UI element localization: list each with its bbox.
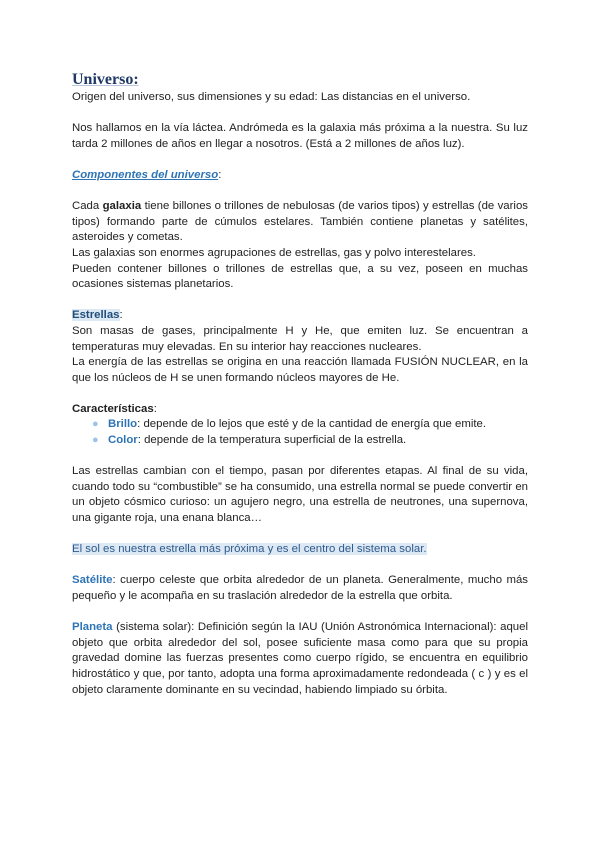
- page-title: Universo:: [72, 71, 139, 88]
- galaxia-term: galaxia: [102, 200, 142, 213]
- planeta-paragraph: [72, 620, 528, 698]
- evolution-paragraph: Las estrellas cambian con el tiempo, pasan por diferentes etapas. Al final de su vida, cuando todo su “combustible” se ha consumido, una estrella normal se puede convertir en un objeto cósmico curioso: un agujero negro, una estrella de neutrones, una supernova, una gigante roja, una enana blanca…: [72, 465, 528, 525]
- estrellas-paragraph-2: La energía de las estrellas se origina en una reacción llamada FUSIÓN NUCLEAR, en la que los núcleos de H se unen formando núcleos mayores de He.: [72, 356, 528, 384]
- estrellas-colon: :: [119, 309, 123, 322]
- list-item: [92, 417, 528, 433]
- galaxia-paragraph: [72, 199, 528, 246]
- componentes-heading[interactable]: Componentes del universo: [72, 168, 219, 181]
- galaxias-definition: Las galaxias son enormes agrupaciones de estrellas, gas y polvo interestelares.: [72, 246, 476, 259]
- galaxia-text: tiene billones o trillones de nebulosas (de varios tipos) y estrellas (de varios tipos) formando parte de cúmulos estelares. También contiene planetas y satélites, asteroides y cometas.: [72, 200, 528, 244]
- sol-note: El sol es nuestra estrella más próxima y es el centro del sistema solar.: [72, 543, 427, 556]
- satelite-term: Satélite: [72, 574, 113, 587]
- caracteristicas-colon: :: [153, 402, 157, 415]
- bullet-dot-icon: ●: [92, 434, 99, 447]
- intro-paragraph: Nos hallamos en la vía láctea. Andrómeda es la galaxia más próxima a la nuestra. Su luz tarda 2 millones de años en llegar a nosotros. (Está a 2 millones de años luz).: [72, 122, 528, 150]
- componentes-heading-line: [72, 168, 528, 184]
- caracteristicas-heading: Características: [72, 402, 154, 415]
- sol-note-line: [72, 542, 528, 558]
- estrellas-paragraph-1: Son masas de gases, principalmente H y He, que emiten luz. Se encuentran a temperaturas muy elevadas. En su interior hay reacciones nucleares.: [72, 324, 528, 353]
- estrellas-heading-line: [72, 308, 528, 324]
- galaxias-stars: Pueden contener billones o trillones de estrellas que, a su vez, poseen en muchas ocasiones sistemas planetarios.: [72, 262, 528, 291]
- componentes-heading-colon: :: [218, 168, 222, 181]
- brillo-text: : depende de lo lejos que esté y de la cantidad de energía que emite.: [137, 418, 487, 431]
- galaxia-prefix: Cada: [72, 200, 103, 213]
- estrellas-term: Estrellas: [72, 309, 120, 322]
- planeta-term: Planeta: [72, 621, 113, 634]
- color-term: Color: [108, 434, 138, 447]
- satelite-paragraph: [72, 573, 528, 604]
- brillo-term: Brillo: [108, 418, 138, 431]
- list-item: [92, 433, 528, 449]
- caracteristicas-list: [72, 417, 528, 448]
- satelite-text: : cuerpo celeste que orbita alrededor de un planeta. Generalmente, mucho más pequeño y le acompaña en su traslación alrededor de la estrella que orbita.: [72, 574, 528, 602]
- caracteristicas-heading-line: [72, 402, 528, 418]
- planeta-text: (sistema solar): Definición según la IAU (Unión Astronómica Internacional): aquel objeto que orbita alrededor del sol, posee suficiente masa como para que su propia gravedad domine las fuerzas presentes como cuerpo rígido, se encuentra en equilibrio hidrostático y que, por tanto, adopta una forma aproximadamente redondeada ( c ) y es el objeto claramente dominante en su vecindad, habiendo limpiado su órbita.: [72, 621, 528, 696]
- color-text: : depende de la temperatura superficial de la estrella.: [137, 434, 407, 447]
- bullet-dot-icon: ●: [92, 418, 99, 431]
- subtitle: Origen del universo, sus dimensiones y su edad: Las distancias en el universo.: [72, 91, 471, 103]
